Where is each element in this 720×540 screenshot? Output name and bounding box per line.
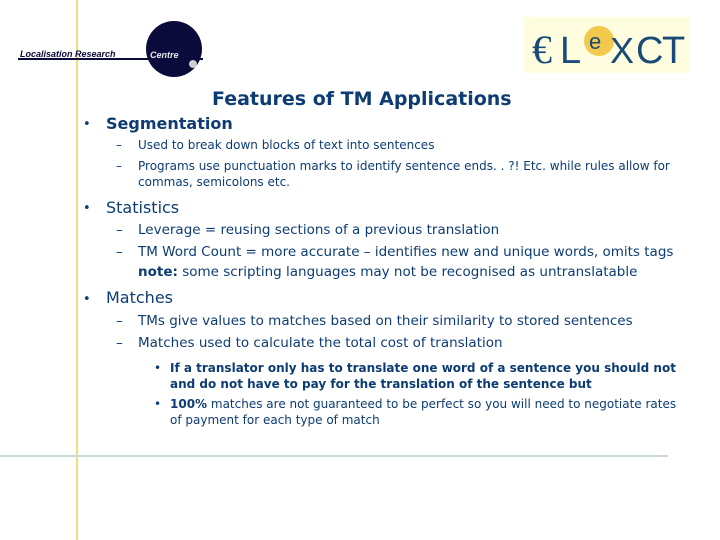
svg-text:€: €: [532, 27, 552, 72]
matches-subitem-1-continued: and do not have to pay for the translation of the sentence but: [170, 377, 592, 391]
dash-icon: –: [116, 222, 123, 238]
svg-text:X: X: [610, 30, 635, 71]
vertical-accent-line: [76, 0, 78, 540]
dash-icon: –: [116, 335, 123, 351]
statistics-item-2: TM Word Count = more accurate – identifies new and unique words, omits tags: [138, 244, 674, 260]
matches-subitem-2-text: matches are not guaranteed to be perfect so you will need to negotiate rates: [207, 397, 677, 411]
lrc-logo-dot: [189, 60, 197, 68]
section-heading-statistics: Statistics: [106, 198, 180, 217]
section-heading-segmentation: Segmentation: [106, 114, 233, 133]
matches-subitem-2-continued: of payment for each type of match: [170, 413, 380, 427]
segmentation-item-2: Programs use punctuation marks to identify sentence ends. . ?! Etc. while rules allow for: [138, 159, 670, 173]
bullet-icon: •: [83, 201, 91, 216]
lrc-logo-centre-text: Centre: [150, 50, 179, 60]
elect-logo: [524, 17, 690, 73]
svg-text:T: T: [662, 30, 686, 72]
sub-bullet-icon: •: [154, 397, 162, 411]
dash-icon: –: [116, 313, 123, 329]
matches-item-2: Matches used to calculate the total cost of translation: [138, 335, 503, 351]
matches-subitem-2: [170, 396, 676, 413]
slide-title: Features of TM Applications: [212, 88, 512, 110]
dash-icon: –: [116, 244, 123, 260]
lrc-logo-circle: [146, 21, 202, 77]
matches-subitem-1: If a translator only has to translate one word of a sentence you should not: [170, 361, 676, 375]
bullet-icon: •: [83, 117, 91, 132]
dash-icon: –: [116, 138, 122, 152]
svg-text:e: e: [589, 29, 602, 54]
matches-item-1: TMs give values to matches based on their similarity to stored sentences: [138, 313, 633, 329]
bullet-icon: •: [83, 292, 91, 307]
lrc-logo-text: Localisation Research: [20, 49, 116, 59]
section-heading-matches: Matches: [106, 288, 173, 307]
statistics-item-2-note: [138, 264, 637, 280]
horizontal-divider: [0, 455, 668, 457]
segmentation-item-2-continued: commas, semicolons etc.: [138, 175, 290, 189]
statistics-item-1: Leverage = reusing sections of a previous translation: [138, 222, 500, 238]
note-label: note:: [138, 264, 178, 280]
segmentation-item-1: Used to break down blocks of text into sentences: [138, 138, 435, 152]
svg-text:C: C: [636, 30, 664, 72]
percent-label: 100%: [170, 397, 208, 411]
svg-text:L: L: [560, 30, 582, 72]
dash-icon: –: [116, 159, 122, 173]
note-text: some scripting languages may not be recognised as untranslatable: [177, 264, 638, 280]
sub-bullet-icon: •: [154, 361, 162, 375]
